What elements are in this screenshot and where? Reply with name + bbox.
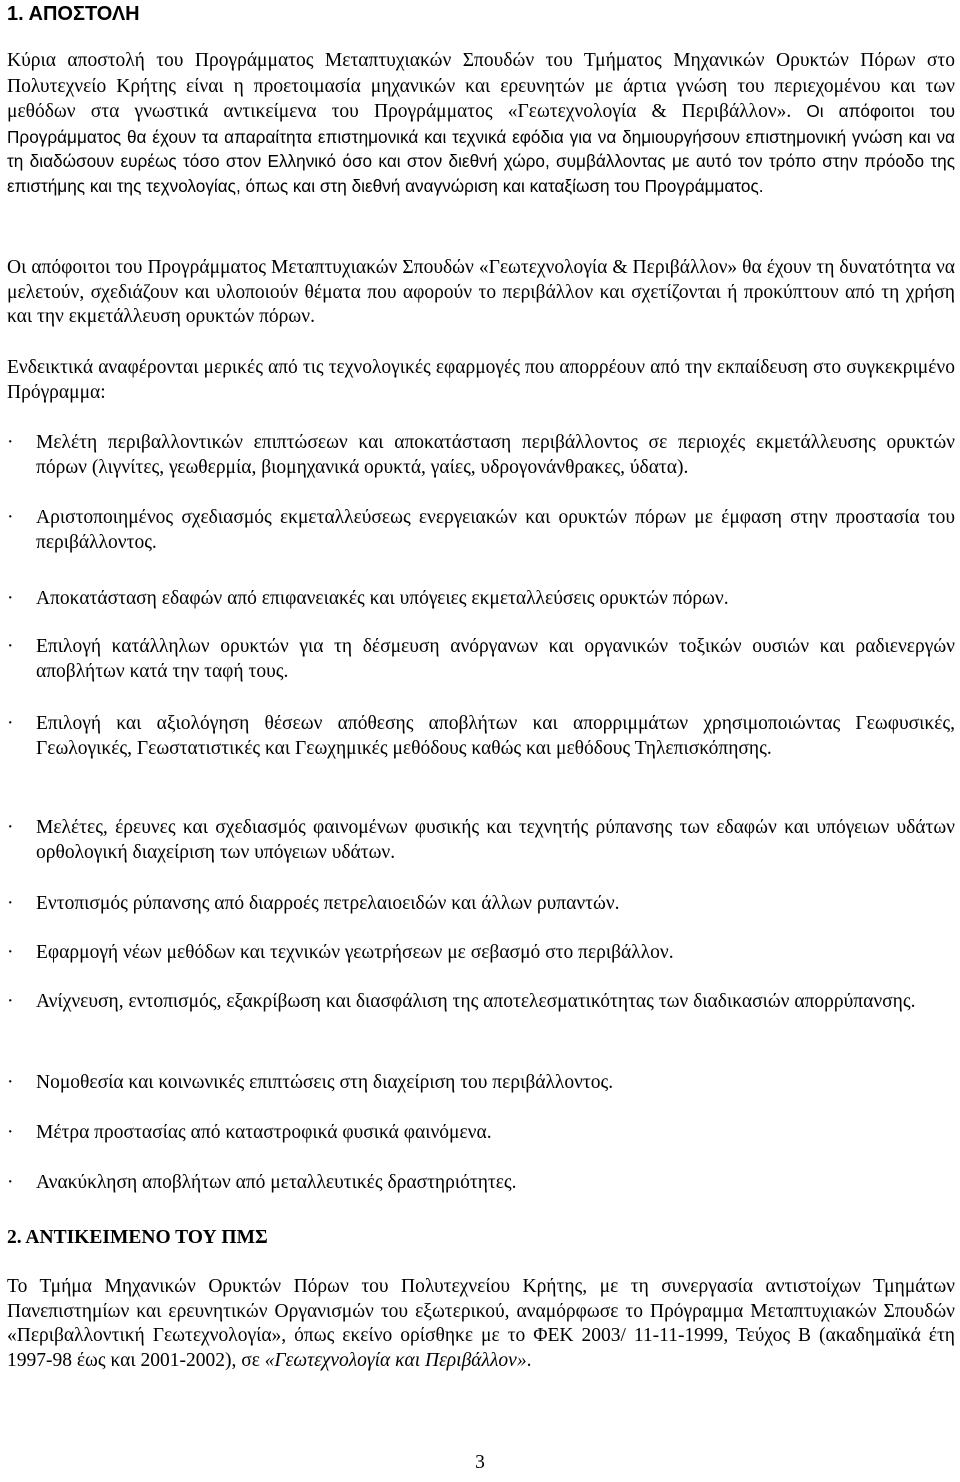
bullet-icon: · [7, 893, 14, 914]
list-item-text: Εντοπισμός ρύπανσης από διαρροές πετρελαιοειδών και άλλων ρυπαντών. [36, 893, 620, 914]
bullet-icon: · [7, 713, 14, 734]
list-item [7, 712, 955, 761]
section-1-paragraph-2: Οι απόφοιτοι του Προγράμματος Μεταπτυχιακών Σπουδών «Γεωτεχνολογία & Περιβάλλον» θα έχουν τη δυνατότητα να μελετούν, σχεδιάζουν και υλοποιούν θέματα που αφορούν το περιβάλλον και σχετίζονται ή προκύπτουν από τη χρήση και την εκμετάλλευση ορυκτών πόρων. [7, 257, 955, 327]
list-item [7, 431, 955, 480]
bullet-icon: · [7, 991, 14, 1012]
paragraph-1-intro: Κύρια αποστολή του Προγράμματος Μεταπτυχιακών Σπουδών του Τμήματος Μηχανικών Ορυκτών Πόρων στο Πολυτεχνείο Κρήτης είναι η προετοιμασία μηχανικών και ερευνητών με άρτια γνώση του περιεχομένου και των μεθόδων στα γνωστικά αντικείμενα του Προγράμματος «Γεωτεχνολογία & Περιβάλλον». [7, 50, 955, 122]
list-item-text: Επιλογή και αξιολόγηση θέσεων απόθεσης αποβλήτων και απορριμμάτων χρησιμοποιώντας Γεωφυσικές, Γεωλογικές, Γεωστατιστικές και Γεωχημικές μεθόδους καθώς και μεθόδους Τηλεπισκόπησης. [36, 713, 955, 759]
section-1-paragraph-1 [7, 48, 955, 198]
bullet-icon: · [7, 507, 14, 528]
section-1-title: 1. ΑΠΟΣΤΟΛΗ [7, 3, 140, 25]
list-item-text: Αποκατάσταση εδαφών από επιφανειακές και υπόγειες εκμεταλλεύσεις ορυκτών πόρων. [36, 588, 729, 609]
list-item-text: Μέτρα προστασίας από καταστροφικά φυσικά φαινόμενα. [36, 1122, 492, 1143]
section-2-text: Το Τμήμα Μηχανικών Ορυκτών Πόρων του Πολυτεχνείου Κρήτης, με τη συνεργασία αντιστοίχων Τμημάτων Πανεπιστημίων και ερευνητικών Οργανισμών του εξωτερικού, αναμόρφωσε το Πρόγραμμα Μεταπτυχιακών Σπουδών «Περιβαλλοντική Γεωτεχνολογία», όπως εκείνο ορίσθηκε με το ΦΕΚ 2003/ 11-11-1999, Τεύχος Β (ακαδημαϊκά έτη 1997-98 έως και 2001-2002), σε [7, 1276, 955, 1371]
list-item [7, 990, 955, 1015]
list-item [7, 941, 955, 966]
bullet-icon: · [7, 636, 14, 657]
list-item-text: Ανίχνευση, εντοπισμός, εξακρίβωση και διασφάλιση της αποτελεσματικότητας των διαδικασιών απορρύπανσης. [36, 991, 916, 1012]
list-item-text: Νομοθεσία και κοινωνικές επιπτώσεις στη διαχείριση του περιβάλλοντος. [36, 1072, 614, 1093]
section-2-end: . [526, 1349, 532, 1371]
list-item [7, 1121, 955, 1146]
section-1-paragraph-3: Ενδεικτικά αναφέρονται μερικές από τις τεχνολογικές εφαρμογές που απορρέουν από την εκπαίδευση στο συγκεκριμένο Πρόγραμμα: [7, 357, 955, 403]
bullet-icon: · [7, 1172, 14, 1193]
list-item [7, 892, 955, 917]
list-item-text: Ανακύκληση αποβλήτων από μεταλλευτικές δραστηριότητες. [36, 1172, 517, 1193]
section-2-title: 2. ΑΝΤΙΚΕΙΜΕΝΟ ΤΟΥ ΠΜΣ [7, 1227, 268, 1248]
list-item [7, 816, 955, 865]
list-item-text: Αριστοποιημένος σχεδιασμός εκμεταλλεύσεως ενεργειακών και ορυκτών πόρων με έμφαση στην προστασία του περιβάλλοντος. [36, 507, 955, 553]
bullet-icon: · [7, 817, 14, 838]
list-item [7, 1071, 955, 1096]
list-item [7, 506, 955, 555]
bullet-icon: · [7, 432, 14, 453]
list-item [7, 1171, 955, 1196]
list-item [7, 635, 955, 684]
list-item-text: Επιλογή κατάλληλων ορυκτών για τη δέσμευση ανόργανων και οργανικών τοξικών ουσιών και ραδιενεργών αποβλήτων κατά την ταφή τους. [36, 636, 955, 682]
bullet-icon: · [7, 1072, 14, 1093]
paragraph-1-body: Οι απόφοιτοι του Προγράμματος θα έχουν τα απαραίτητα επιστημονικά και τεχνικά εφόδια για να δημιουργήσουν επιστημονική γνώση και να τη διαδώσουν ευρέως τόσο στον Ελληνικό όσο και στον διεθνή χώρο, συμβάλλοντας με αυτό τον τρόπο στην πρόοδο της επιστήμης και της τεχνολογίας, όπως και στη διεθνή αναγνώριση και καταξίωση του Προγράμματος. [7, 101, 955, 196]
list-item-text: Μελέτη περιβαλλοντικών επιπτώσεων και αποκατάσταση περιβάλλοντος σε περιοχές εκμετάλλευσης ορυκτών πόρων (λιγνίτες, γεωθερμία, βιομηχανικά ορυκτά, γαίες, υδρογονάνθρακες, ύδατα). [36, 432, 955, 478]
list-item-text: Μελέτες, έρευνες και σχεδιασμός φαινομένων φυσικής και τεχνητής ρύπανσης των εδαφών και υπόγειων υδάτων ορθολογική διαχείριση των υπόγειων υδάτων. [36, 817, 955, 863]
bullet-icon: · [7, 1122, 14, 1143]
list-item-text: Εφαρμογή νέων μεθόδων και τεχνικών γεωτρήσεων με σεβασμό στο περιβάλλον. [36, 942, 674, 963]
list-item [7, 587, 955, 612]
bullet-icon: · [7, 942, 14, 963]
bullet-icon: · [7, 588, 14, 609]
program-name-italic: «Γεωτεχνολογία και Περιβάλλον» [264, 1349, 527, 1371]
section-2-paragraph-1 [7, 1275, 955, 1373]
page-number: 3 [475, 1452, 485, 1473]
